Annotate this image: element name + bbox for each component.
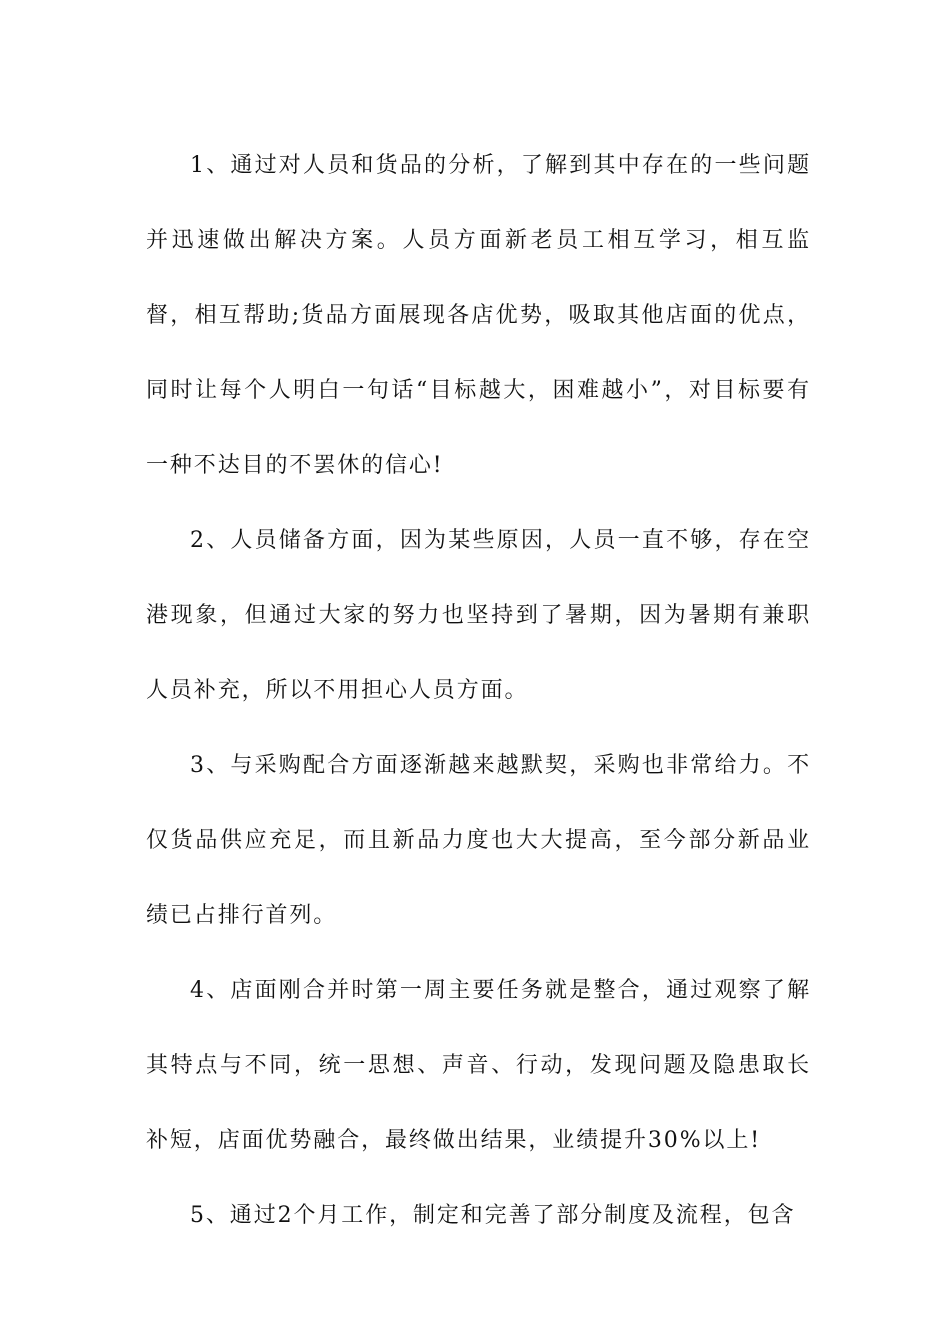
paragraph-2: 2、人员储备方面，因为某些原因，人员一直不够，存在空港现象，但通过大家的努力也坚持到了暑期，因为暑期有兼职人员补充，所以不用担心人员方面。	[146, 528, 811, 703]
paragraph-5: 5、通过2个月工作，制定和完善了部分制度及流程，包含	[190, 1203, 796, 1228]
paragraph-3: 3、与采购配合方面逐渐越来越默契，采购也非常给力。不仅货品供应充足，而且新品力度也大大提高，至今部分新品业绩已占排行首列。	[146, 753, 811, 928]
document-body	[146, 128, 811, 1253]
paragraph-4: 4、店面刚合并时第一周主要任务就是整合，通过观察了解其特点与不同，统一思想、声音、行动，发现问题及隐患取长补短，店面优势融合，最终做出结果，业绩提升30%以上!	[146, 978, 811, 1153]
paragraph-1: 1、通过对人员和货品的分析，了解到其中存在的一些问题并迅速做出解决方案。人员方面新老员工相互学习，相互监督，相互帮助;货品方面展现各店优势，吸取其他店面的优点，同时让每个人明白一句话“目标越大，困难越小”，对目标要有一种不达目的不罢休的信心!	[146, 153, 811, 478]
